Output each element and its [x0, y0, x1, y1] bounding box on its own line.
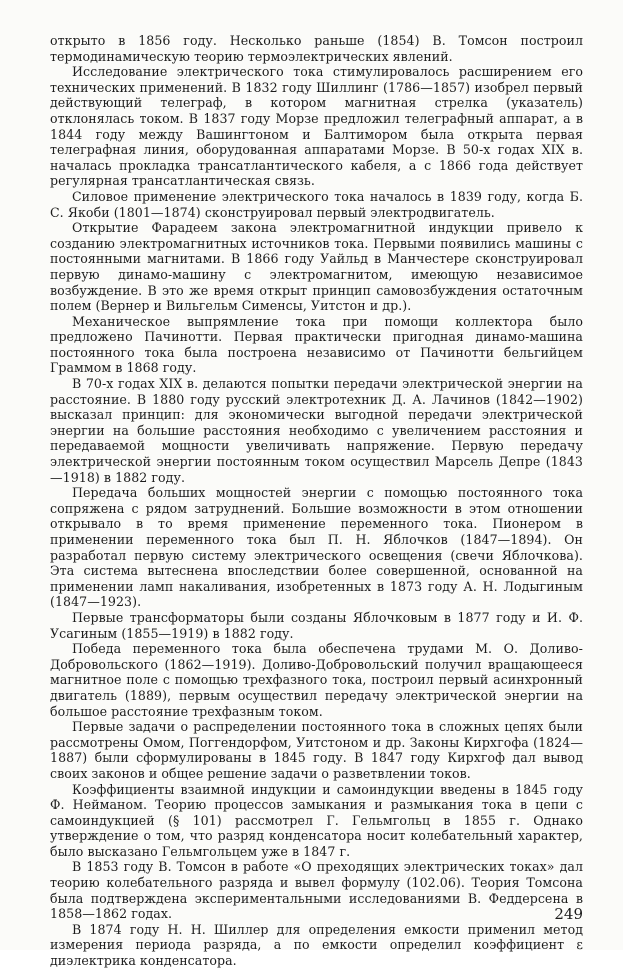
paragraph-1: открыто в 1856 году. Несколько раньше (1854) В. Томсон построил термодинамическую теорию термоэлектрических явлений. [50, 33, 583, 64]
paragraph-4: Открытие Фарадеем закона электромагнитной индукции привело к созданию электромагнитных источников тока. Первыми появились машины с постоянными магнитами. В 1866 году Уайльд в Манчестере сконструировал первую динамо-машину с электромагнитом, имеющую независимое возбуждение. В это же время открыт принцип самовозбуждения остаточным полем (Вернер и Вильгельм Сименсы, Уитстон и др.). [50, 220, 583, 314]
paragraph-8: Первые трансформаторы были созданы Яблочковым в 1877 году и И. Ф. Усагиным (1855—1919) в 1882 году. [50, 609, 583, 641]
paragraph-7: Передача больших мощностей энергии с помощью постоянного тока сопряжена с рядом затруднений. Большие возможности в этом отношении открывало в то время применение переменного тока. Пионером в применении переменного тока был П. Н. Яблочков (1847—1894). Он разработал первую систему электрического освещения (свечи Яблочкова). Эта система вытеснена впоследствии более совершенной, основанной на применении ламп накаливания, изобретенных в 1873 году А. Н. Лодыгиным (1847—1923). [50, 485, 583, 610]
paragraph-3: Силовое применение электрического тока началось в 1839 году, когда Б. С. Якоби (1801—1874) сконструировал первый электродвигатель. [50, 188, 583, 220]
paragraph-11: Коэффициенты взаимной индукции и самоиндукции введены в 1845 году Ф. Нейманом. Теорию процессов замыкания и размыкания тока в цепи с самоиндукцией (§ 101) рассмотрел Г. Гельмгольц в 1855 г. Однако утверждение о том, что разряд конденсатора носит колебательный характер, было высказано Гельмгольцем уже в 1847 г. [50, 781, 583, 859]
paragraph-10: Первые задачи о распределении постоянного тока в сложных цепях были рассмотрены Омом, Поггендорфом, Уитстоном и др. Законы Кирхгофа (1824—1887) были сформулированы в 1845 году. В 1847 году Кирхгоф дал вывод своих законов и общее решение задачи о разветвлении токов. [50, 719, 583, 781]
paragraph-5: Механическое выпрямление тока при помощи коллектора было предложено Пачинотти. Первая практически пригодная динамо-машина постоянного тока была построена независимо от Пачинотти бельгийцем Граммом в 1868 году. [50, 313, 583, 376]
paragraph-2: Исследование электрического тока стимулировалось расширением его технических применений. В 1832 году Шиллинг (1786—1857) изобрел первый действующий телеграф, в котором магнитная стрелка (указатель) отклонялась током. В 1837 году Морзе предложил телеграфный аппарат, а в 1844 году между Вашингтоном и Балтимором была открыта первая телеграфная линия, оборудованная аппаратами Морзе. В 50-х годах XIX в. началась прокладка трансатлантического кабеля, а с 1866 года действует регулярная трансатлантическая связь. [50, 64, 583, 189]
paragraph-13: В 1874 году Н. Н. Шиллер для определения емкости применил метод измерения периода разряда, а по емкости определил коэффициент ε диэлектрика конденсатора. [50, 921, 583, 969]
paragraph-6: В 70-х годах XIX в. делаются попытки передачи электрической энергии на расстояние. В 1880 году русский электротехник Д. А. Лачинов (1842—1902) высказал принцип: для экономически выгодной передачи электрической энергии на большие расстояния необходимо с увеличением расстояния и передаваемой мощности увеличивать напряжение. Первую передачу электрической энергии постоянным током осуществил Марсель Депре (1843—1918) в 1882 году. [50, 376, 583, 485]
paragraph-12: В 1853 году В. Томсон в работе «О преходящих электрических токах» дал теорию колебательного разряда и вывел формулу (102.06). Теория Томсона была подтверждена экспериментальными исследованиями В. Феддерсена в 1858—1862 годах. [50, 859, 583, 922]
paragraph-9: Победа переменного тока была обеспечена трудами М. О. Доливо-Добровольского (1862—1919). Доливо-Добровольский получил вращающееся магнитное поле с помощью трехфазного тока, построил первый асинхронный двигатель (1889), первым осуществил передачу электрической энергии на большое расстояние трехфазным током. [50, 641, 583, 719]
body-text [50, 33, 583, 969]
page-number: 249 [554, 905, 583, 923]
